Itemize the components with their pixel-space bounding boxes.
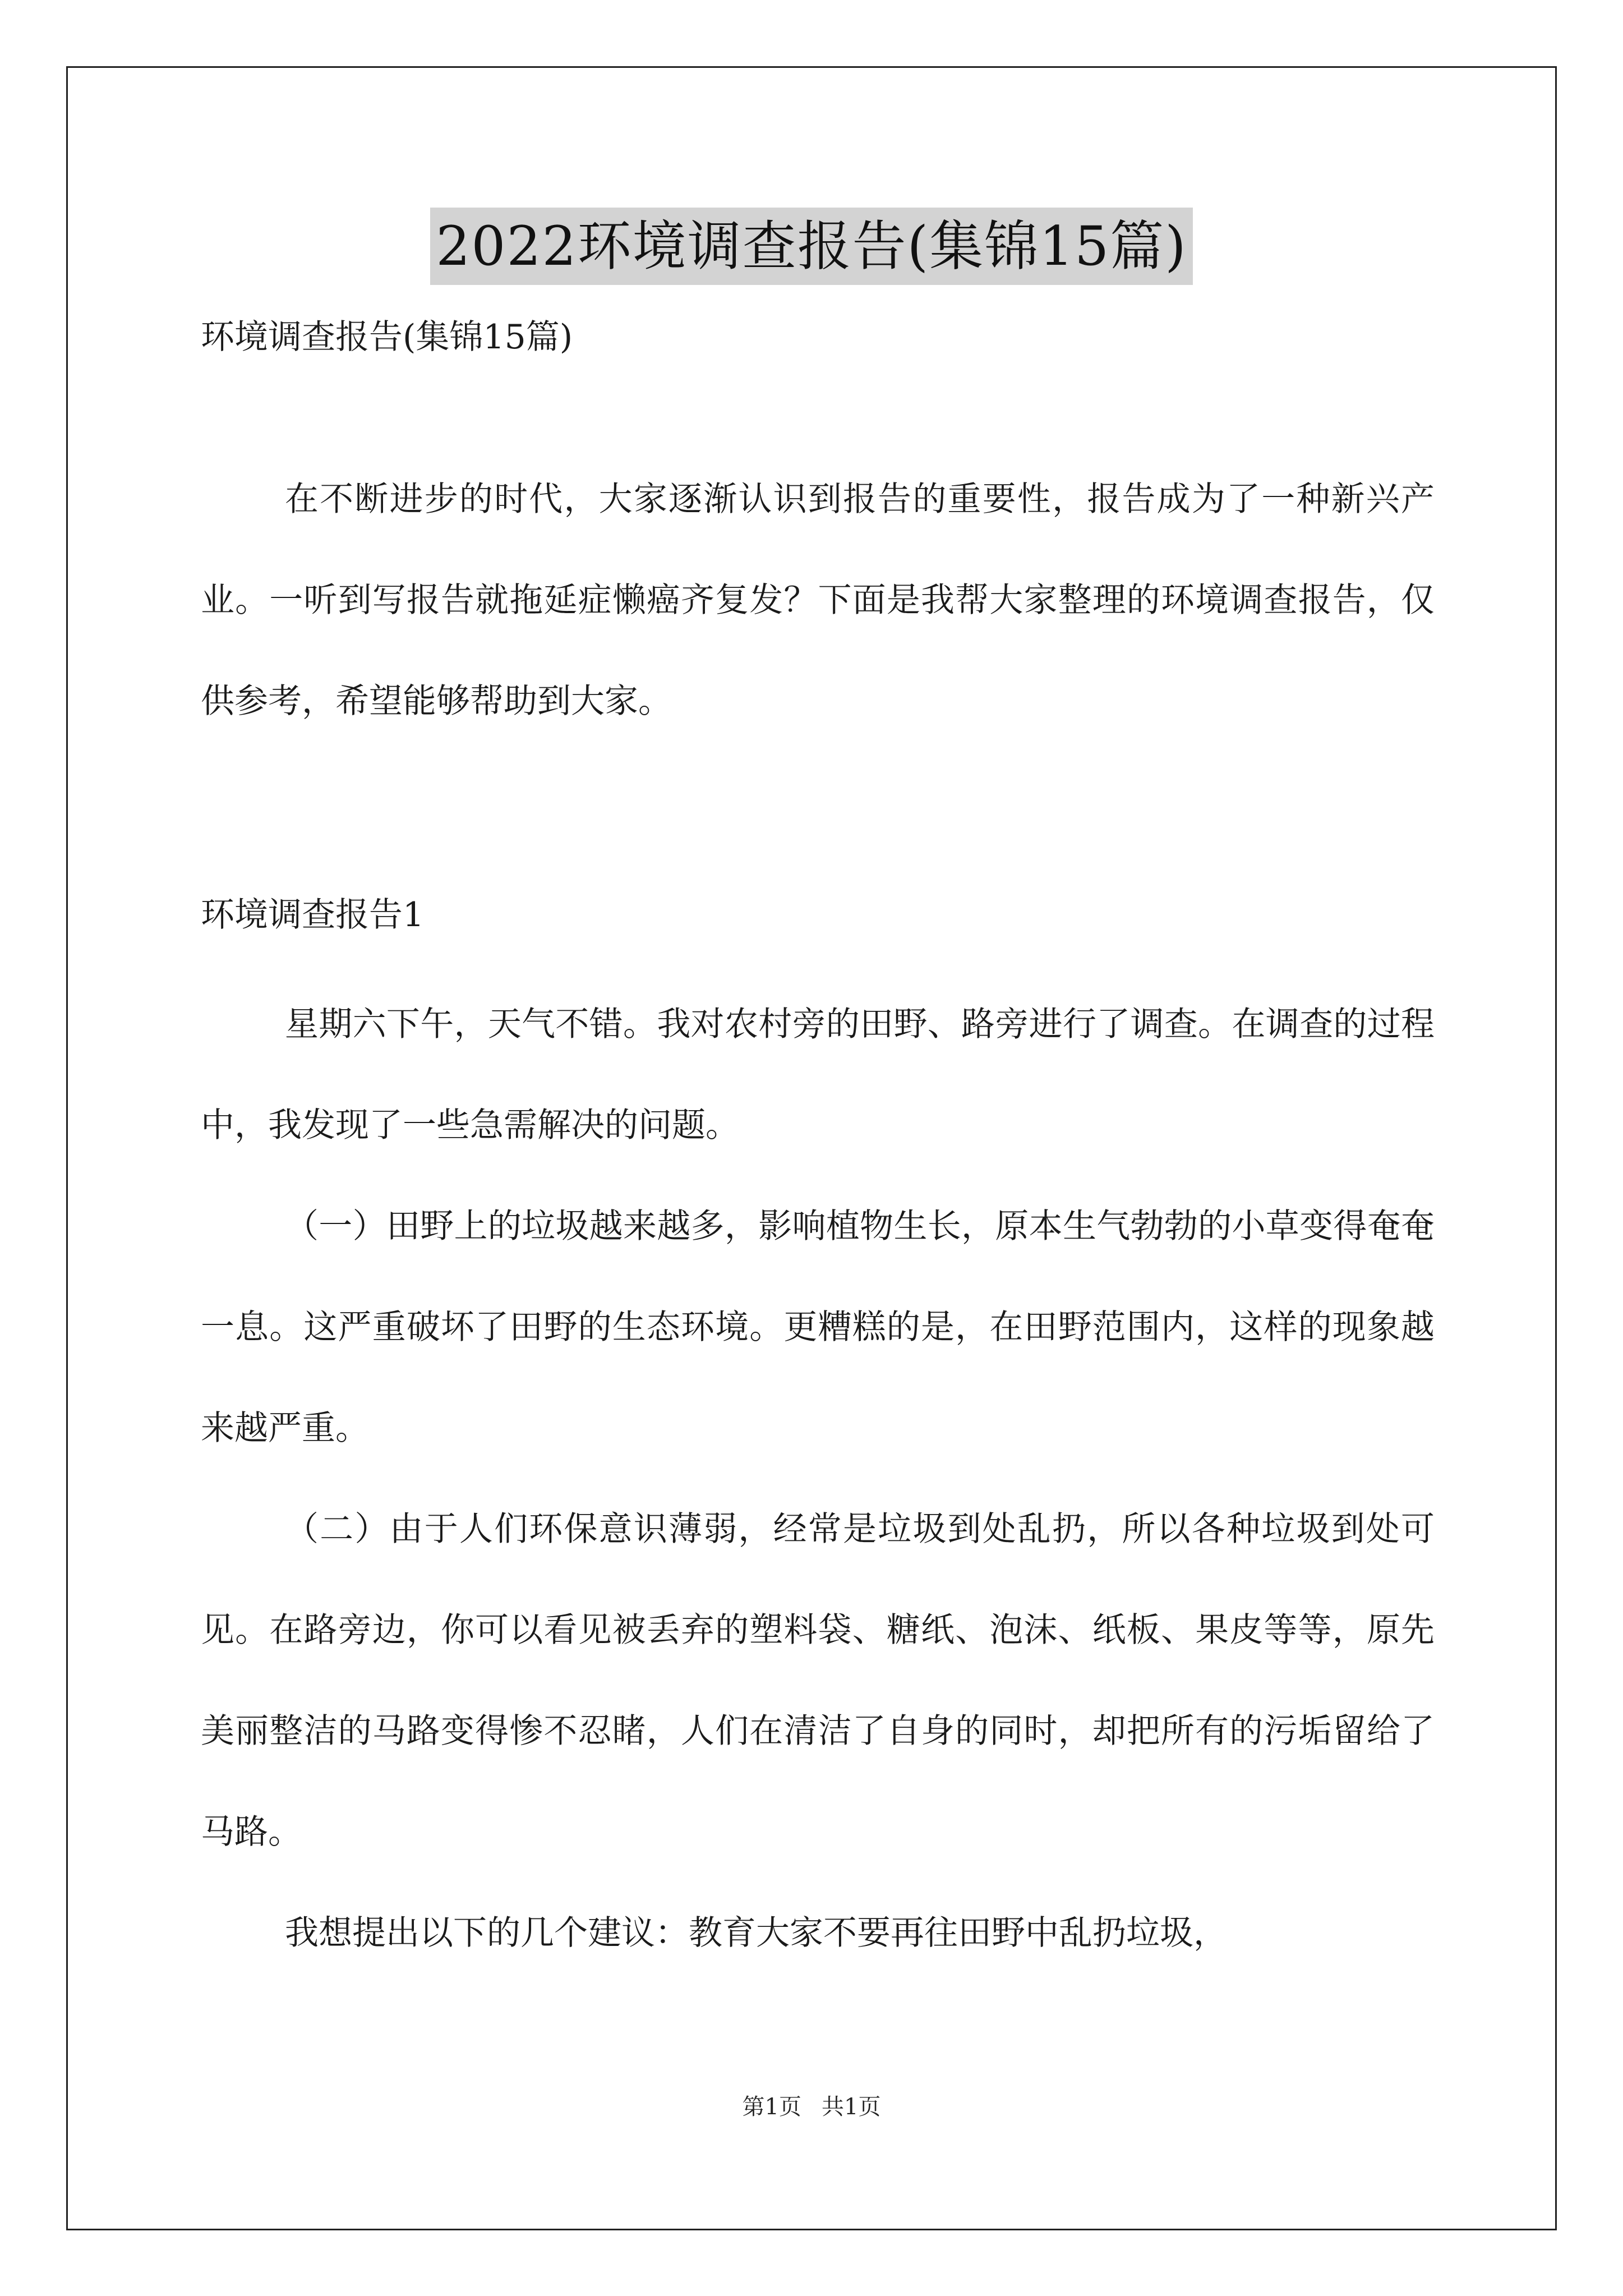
page-number-current: 第1页 (742, 2094, 801, 2120)
page-footer (0, 2090, 1623, 2124)
page-number-total: 共1页 (822, 2094, 881, 2120)
section-heading: 环境调查报告1 (201, 895, 425, 935)
document-title: 2022环境调查报告(集锦15篇) (430, 208, 1192, 285)
intro-paragraph: 在不断进步的时代，大家逐渐认识到报告的重要性，报告成为了一种新兴产业。一听到写报告就拖延症懒癌齐复发？下面是我帮大家整理的环境调查报告，仅供参考，希望能够帮助到大家。 (201, 480, 1435, 721)
body-paragraph-2: （一）田野上的垃圾越来越多，影响植物生长，原本生气勃勃的小草变得奄奄一息。这严重破坏了田野的生态环境。更糟糕的是，在田野范围内，这样的现象越来越严重。 (201, 1207, 1435, 1448)
body-paragraph-1: 星期六下午，天气不错。我对农村旁的田野、路旁进行了调查。在调查的过程中，我发现了一些急需解决的问题。 (201, 1005, 1435, 1145)
document-subtitle: 环境调查报告(集锦15篇) (201, 318, 573, 357)
body-paragraph-4: 我想提出以下的几个建议：教育大家不要再往田野中乱扔垃圾， (285, 1913, 1227, 1953)
body-paragraph-3: （二）由于人们环保意识薄弱，经常是垃圾到处乱扔，所以各种垃圾到处可见。在路旁边，你可以看见被丢弃的塑料袋、糖纸、泡沫、纸板、果皮等等，原先美丽整洁的马路变得惨不忍睹，人们在清洁了自身的同时，却把所有的污垢留给了马路。 (201, 1510, 1435, 1852)
title-container (0, 208, 1623, 285)
